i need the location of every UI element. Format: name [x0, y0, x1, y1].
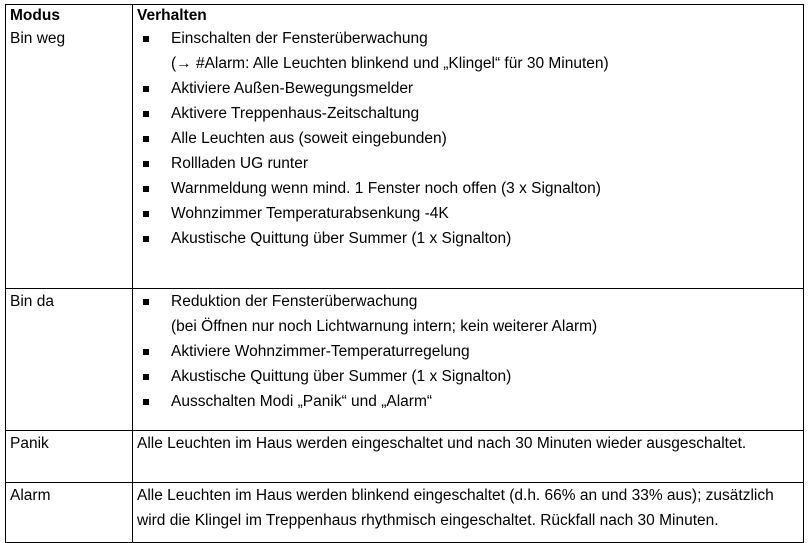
table-row — [6, 431, 804, 483]
mode-cell: Bin da — [6, 289, 133, 431]
behavior-list — [137, 26, 803, 251]
list-item: Warnmeldung wenn mind. 1 Fenster noch offen (3 x Signalton) — [171, 180, 601, 197]
mode-cell: Panik — [6, 431, 133, 483]
list-item: Wohnzimmer Temperaturabsenkung -4K — [171, 205, 449, 222]
header-verhalten: Verhalten — [133, 5, 804, 27]
list-item-note: (bei Öffnen nur noch Lichtwarnung intern; kein weiterer Alarm) — [171, 318, 598, 335]
mode-cell: Alarm — [6, 483, 133, 543]
mode-behavior-table — [5, 4, 804, 543]
behavior-cell — [133, 289, 804, 431]
list-item-note: (→ #Alarm: Alle Leuchten blinkend und „Klingel“ für 30 Minuten) — [171, 55, 609, 72]
table-row — [6, 483, 804, 543]
list-item: Alle Leuchten aus (soweit eingebunden) — [171, 130, 447, 147]
table-row — [6, 289, 804, 431]
list-item: Ausschalten Modi „Panik“ und „Alarm“ — [171, 393, 433, 410]
list-item: Rollladen UG runter — [171, 155, 308, 172]
behavior-cell — [133, 26, 804, 289]
mode-cell: Bin weg — [6, 26, 133, 289]
list-item: Einschalten der Fensterüberwachung (→ #Alarm: Alle Leuchten blinkend und „Klingel“ für 30 Minuten) — [143, 26, 803, 76]
table-row — [6, 26, 804, 289]
behavior-cell: Alle Leuchten im Haus werden blinkend eingeschaltet (d.h. 66% an und 33% aus); zusätzlich wird die Klingel im Treppenhaus rhythmisch eingeschaltet. Rückfall nach 30 Minuten. — [133, 483, 804, 543]
table-header-row — [6, 5, 804, 27]
list-item: Akustische Quittung über Summer (1 x Signalton) — [171, 368, 512, 385]
list-item: Aktiviere Wohnzimmer-Temperaturregelung — [171, 343, 470, 360]
header-modus: Modus — [6, 5, 133, 27]
list-item: Aktivere Treppenhaus-Zeitschaltung — [171, 105, 420, 122]
list-item: Aktiviere Außen-Bewegungsmelder — [171, 80, 414, 97]
behavior-cell: Alle Leuchten im Haus werden eingeschaltet und nach 30 Minuten wieder ausgeschaltet. — [133, 431, 804, 483]
list-item: Akustische Quittung über Summer (1 x Signalton) — [171, 230, 512, 247]
behavior-list — [137, 289, 803, 414]
list-item: Reduktion der Fensterüberwachung (bei Öffnen nur noch Lichtwarnung intern; kein weiterer Alarm) — [143, 289, 803, 339]
